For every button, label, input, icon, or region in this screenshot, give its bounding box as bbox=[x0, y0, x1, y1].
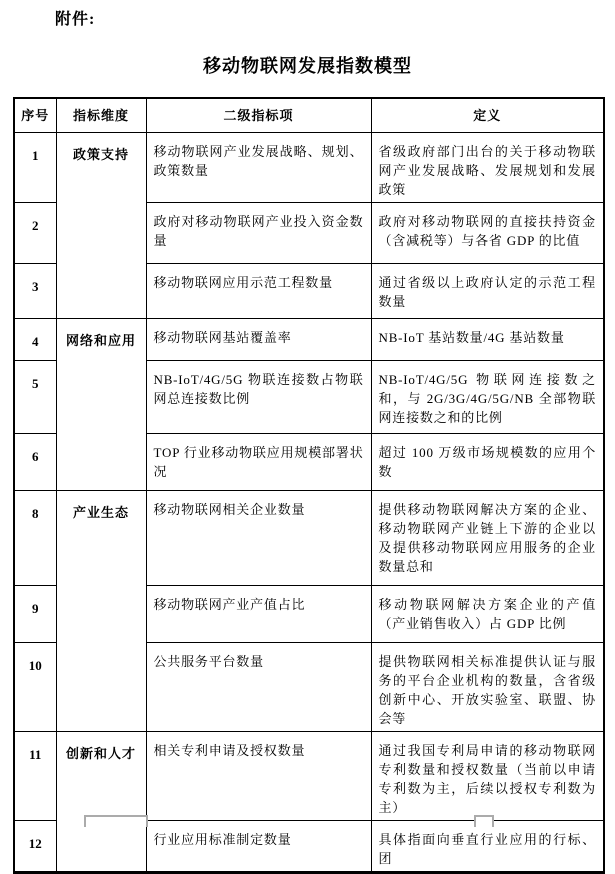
definition-cell: NB-IoT 基站数量/4G 基站数量 bbox=[371, 319, 604, 361]
row-number-cell: 9 bbox=[14, 586, 56, 643]
definition-cell: 移动物联网解决方案企业的产值（产业销售收入）占 GDP 比例 bbox=[371, 586, 604, 643]
row-number-cell: 3 bbox=[14, 264, 56, 319]
header-cell-indicator: 二级指标项 bbox=[146, 98, 371, 133]
dimension-cell: 网络和应用 bbox=[56, 319, 146, 491]
definition-cell: 超过 100 万级市场规模数的应用个数 bbox=[371, 434, 604, 491]
table-row bbox=[14, 491, 604, 586]
header-cell-dimension: 指标维度 bbox=[56, 98, 146, 133]
definition-cell: 具体指面向垂直行业应用的行标、团 bbox=[371, 821, 604, 873]
dimension-cell: 产业生态 bbox=[56, 491, 146, 732]
indicator-cell: 移动物联网产业发展战略、规划、政策数量 bbox=[146, 133, 371, 203]
indicator-cell: 行业应用标准制定数量 bbox=[146, 821, 371, 873]
indicator-model-table bbox=[13, 97, 605, 874]
indicator-cell: 移动物联网相关企业数量 bbox=[146, 491, 371, 586]
definition-cell: NB-IoT/4G/5G 物联网连接数之和，与 2G/3G/4G/5G/NB 全部物联网连接数之和的比例 bbox=[371, 361, 604, 434]
indicator-cell: 相关专利申请及授权数量 bbox=[146, 732, 371, 821]
row-number-cell: 10 bbox=[14, 643, 56, 732]
table-header-row bbox=[14, 98, 604, 133]
row-number-cell: 5 bbox=[14, 361, 56, 434]
definition-cell: 政府对移动物联网的直接扶持资金（含减税等）与各省 GDP 的比值 bbox=[371, 203, 604, 264]
indicator-cell: TOP 行业移动物联应用规模部署状况 bbox=[146, 434, 371, 491]
row-number-cell: 12 bbox=[14, 821, 56, 873]
table-row bbox=[14, 732, 604, 821]
header-cell-no: 序号 bbox=[14, 98, 56, 133]
attachment-label: 附件: bbox=[55, 11, 96, 28]
definition-cell: 通过省级以上政府认定的示范工程数量 bbox=[371, 264, 604, 319]
dimension-cell: 创新和人才 bbox=[56, 732, 146, 873]
row-number-cell: 1 bbox=[14, 133, 56, 203]
definition-cell: 提供移动物联网解决方案的企业、移动物联网产业链上下游的企业以及提供移动物联网应用服务的企业数量总和 bbox=[371, 491, 604, 586]
row-number-cell: 11 bbox=[14, 732, 56, 821]
indicator-cell: 移动物联网基站覆盖率 bbox=[146, 319, 371, 361]
indicator-cell: 移动物联网产业产值占比 bbox=[146, 586, 371, 643]
indicator-cell: 移动物联网应用示范工程数量 bbox=[146, 264, 371, 319]
definition-cell: 省级政府部门出台的关于移动物联网产业发展战略、发展规划和发展政策 bbox=[371, 133, 604, 203]
row-number-cell: 2 bbox=[14, 203, 56, 264]
row-number-cell: 4 bbox=[14, 319, 56, 361]
indicator-cell: NB-IoT/4G/5G 物联连接数占物联网总连接数比例 bbox=[146, 361, 371, 434]
indicator-cell: 公共服务平台数量 bbox=[146, 643, 371, 732]
indicator-cell: 政府对移动物联网产业投入资金数量 bbox=[146, 203, 371, 264]
table-row bbox=[14, 133, 604, 203]
header-cell-definition: 定义 bbox=[371, 98, 604, 133]
page-title: 移动物联网发展指数模型 bbox=[203, 56, 412, 76]
row-number-cell: 8 bbox=[14, 491, 56, 586]
definition-cell: 通过我国专利局申请的移动物联网专利数量和授权数量（当前以申请专利数为主，后续以授权专利数为主） bbox=[371, 732, 604, 821]
definition-cell: 提供物联网相关标准提供认证与服务的平台企业机构的数量，含省级创新中心、开放实验室、联盟、协会等 bbox=[371, 643, 604, 732]
dimension-cell: 政策支持 bbox=[56, 133, 146, 319]
table-row bbox=[14, 319, 604, 361]
next-page-fragment-right bbox=[474, 815, 494, 827]
next-page-fragment-left bbox=[84, 815, 148, 827]
row-number-cell: 6 bbox=[14, 434, 56, 491]
